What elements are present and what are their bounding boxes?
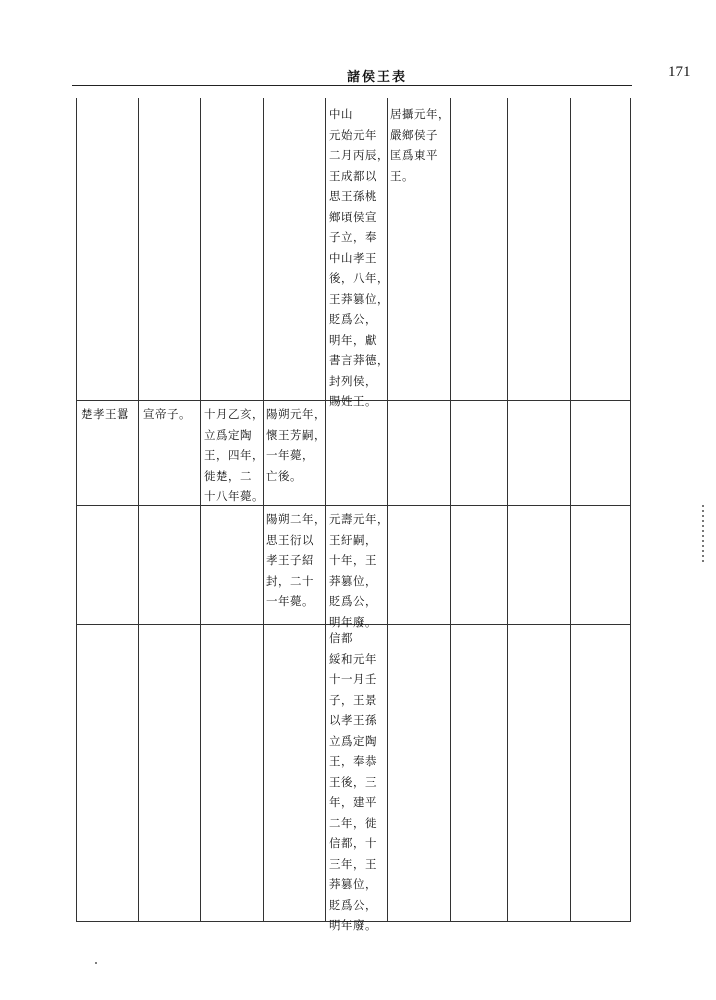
cell-dongping-entry: 居攝元年， 嚴鄉侯子 匡爲東平 王。 (390, 107, 450, 183)
cell-heir-yu: 元壽元年， 王紆嗣， 十年，王 莽篡位， 貶爲公， 明年廢。 (329, 512, 389, 629)
column-rule (263, 98, 264, 922)
cell-zhongshan-entry: 中山 元始元年 二月丙辰， 王成都以 思王孫桃 鄉頃侯宣 子立，奉 中山孝王 後，八年， 王莽篡位， 貶爲公， 明年，獻 書言莽德， 封列侯， 賜姓王。 (329, 107, 389, 408)
header-rule (72, 85, 632, 86)
cell-heir-si: 陽朔二年， 思王衍以 孝王子紹 封，二十 一年薨。 (266, 512, 326, 608)
column-rule (200, 98, 201, 922)
cell-lineage: 宣帝子。 (143, 407, 191, 421)
scan-speck (95, 962, 97, 964)
page-header (72, 58, 691, 86)
column-rule (76, 98, 77, 922)
column-rule (570, 98, 571, 922)
column-rule (507, 98, 508, 922)
genealogy-table (76, 98, 631, 932)
cell-enfeoffment: 十月乙亥， 立爲定陶 王，四年， 徙楚，二 十八年薨。 (204, 407, 264, 503)
page-number: 171 (668, 64, 691, 80)
row-rule (76, 505, 631, 506)
column-rule (138, 98, 139, 922)
cell-xindu-entry: 信都 綏和元年 十一月壬 子，王景 以孝王孫 立爲定陶 王，奉恭 王後，三 年，建平 二年，徙 信都，十 三年，王 莽篡位， 貶爲公， 明年廢。 (329, 631, 377, 932)
cell-heir-huai: 陽朔元年， 懷王芳嗣， 一年薨， 亡後。 (266, 407, 326, 483)
running-title: 諸侯王表 (347, 70, 408, 85)
scan-edge-mark (702, 505, 704, 565)
cell-king-name: 楚孝王囂 (81, 407, 129, 421)
column-rule (630, 98, 631, 922)
column-rule (450, 98, 451, 922)
